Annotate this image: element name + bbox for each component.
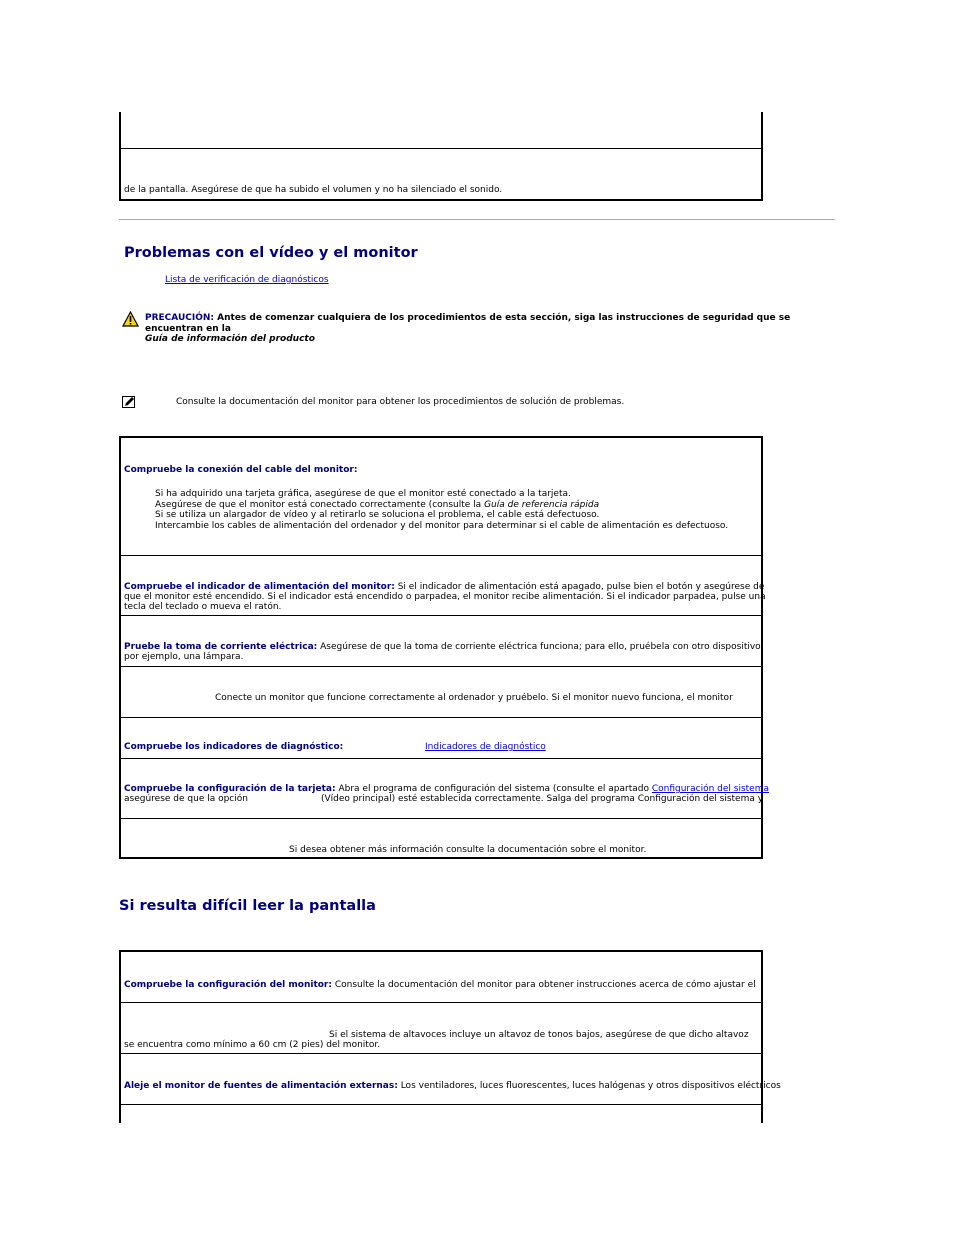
row-monitor-settings: Compruebe la configuración del monitor: Consulte la documentación del monitor para obtener instrucciones acerca de cómo ajustar el — [121, 952, 761, 1003]
card-settings-label: Compruebe la configuración de la tarjeta: — [124, 784, 336, 794]
row-subwoofer — [121, 1003, 761, 1054]
list-item: Si se utiliza un alargador de vídeo y al retirarlo se soluciona el problema, el cable está defectuoso. — [155, 510, 600, 520]
subwoofer-line2: se encuentra como mínimo a 60 cm (2 pies) del monitor. — [124, 1040, 381, 1050]
diagnostics-checklist-link[interactable]: Lista de verificación de diagnósticos — [165, 275, 329, 285]
cable-connection-label: Compruebe la conexión del cable del monitor: — [124, 465, 358, 475]
row-electrical-outlet: Pruebe la toma de corriente eléctrica: Asegúrese de que la toma de corriente eléctrica funciona; para ello, pruébela con otro dispositivo, por ejemplo, una lámpara. — [121, 616, 761, 667]
row-power-light: Compruebe el indicador de alimentación del monitor: Si el indicador de alimentación está apagado, pulse bien el botón y asegúrese de que el monitor esté encendido. Si el indicador está encendido o parpadea, el monitor recibe alimentación. Si el indicador parpadea, pulse una tecla del teclado o mueva el ratón. — [121, 556, 761, 616]
note-notice — [122, 395, 822, 411]
outlet-line2: por ejemplo, una lámpara. — [124, 652, 244, 662]
row-external-sources: Aleje el monitor de fuentes de alimentación externas: Los ventiladores, luces fluorescentes, luces halógenas y otros dispositivos eléctricos — [121, 1054, 761, 1105]
subwoofer-line1: Si el sistema de altavoces incluye un altavoz de tonos bajos, asegúrese de que dicho altavoz — [329, 1030, 749, 1040]
row-card-settings: Compruebe la configuración de la tarjeta: Abra el programa de configuración del sistema (consulte el apartado Configuración del sistema asegúrese de que la opción (Vídeo principal) esté establecida correctamente. Salga del programa Configuración del sistema y — [121, 759, 761, 819]
row-cable-connection — [121, 438, 761, 556]
section-title-hard-to-read: Si resulta difícil leer la pantalla — [119, 898, 376, 914]
external-sources-label: Aleje el monitor de fuentes de alimentación externas: — [124, 1081, 398, 1091]
row-diagnostic-lights — [121, 718, 761, 759]
caution-guide-title: Guía de información del producto — [145, 334, 315, 344]
diagnostic-lights-label: Compruebe los indicadores de diagnóstico: — [124, 742, 344, 752]
list-item: Asegúrese de que el monitor está conectado correctamente (consulte la Guía de referencia rápida — [155, 499, 600, 510]
note-text: Consulte la documentación del monitor para obtener los procedimientos de solución de problemas. — [176, 397, 625, 407]
top-table — [119, 112, 763, 201]
list-item: Intercambie los cables de alimentación del ordenador y del monitor para determinar si el cable de alimentación es defectuoso. — [155, 520, 729, 531]
card-settings-line2b: (Vídeo principal) esté establecida correctamente. Salga del programa Configuración del sistema y — [321, 794, 764, 804]
top-table-row-text: de la pantalla. Asegúrese de que ha subido el volumen y no ha silenciado el sonido. — [124, 185, 503, 195]
section-title-video-monitor: Problemas con el vídeo y el monitor — [124, 245, 418, 261]
diagnostic-lights-link[interactable]: Indicadores de diagnóstico — [425, 742, 546, 752]
pencil-note-icon — [122, 395, 136, 409]
caution-label: PRECAUCIÓN: — [145, 313, 215, 323]
outlet-label: Pruebe la toma de corriente eléctrica: — [124, 642, 318, 652]
cable-checks-list — [155, 489, 728, 531]
top-table-row-1 — [121, 112, 761, 149]
row-test-monitor — [121, 667, 761, 718]
card-settings-line2a: asegúrese de que la opción — [124, 794, 248, 804]
monitor-settings-label: Compruebe la configuración del monitor: — [124, 980, 332, 990]
power-light-label: Compruebe el indicador de alimentación del monitor: — [124, 582, 395, 592]
caution-text: Antes de comenzar cualquiera de los procedimientos de esta sección, siga las instrucciones de seguridad que se encuentran en la — [145, 313, 791, 334]
list-item: Si ha adquirido una tarjeta gráfica, asegúrese de que el monitor esté conectado a la tarjeta. — [155, 489, 571, 499]
warning-triangle-icon — [122, 311, 139, 327]
hard-to-read-table — [119, 950, 781, 1123]
caution-notice — [122, 311, 832, 344]
section-divider — [119, 219, 835, 220]
top-table-row-2 — [121, 149, 761, 199]
test-monitor-text: Conecte un monitor que funcione correctamente al ordenador y pruébelo. Si el monitor nuevo funciona, el monitor — [215, 693, 733, 703]
power-light-line2: que el monitor esté encendido. Si el indicador está encendido o parpadea, el monitor recibe alimentación. Si el indicador parpadea, pulse una — [124, 592, 766, 602]
video-monitor-table — [119, 436, 769, 859]
row-more-info — [121, 819, 761, 857]
system-setup-link[interactable]: Configuración del sistema — [651, 784, 769, 794]
more-info-text: Si desea obtener más información consulte la documentación sobre el monitor. — [289, 845, 647, 855]
power-light-line3: tecla del teclado o mueva el ratón. — [124, 602, 282, 612]
